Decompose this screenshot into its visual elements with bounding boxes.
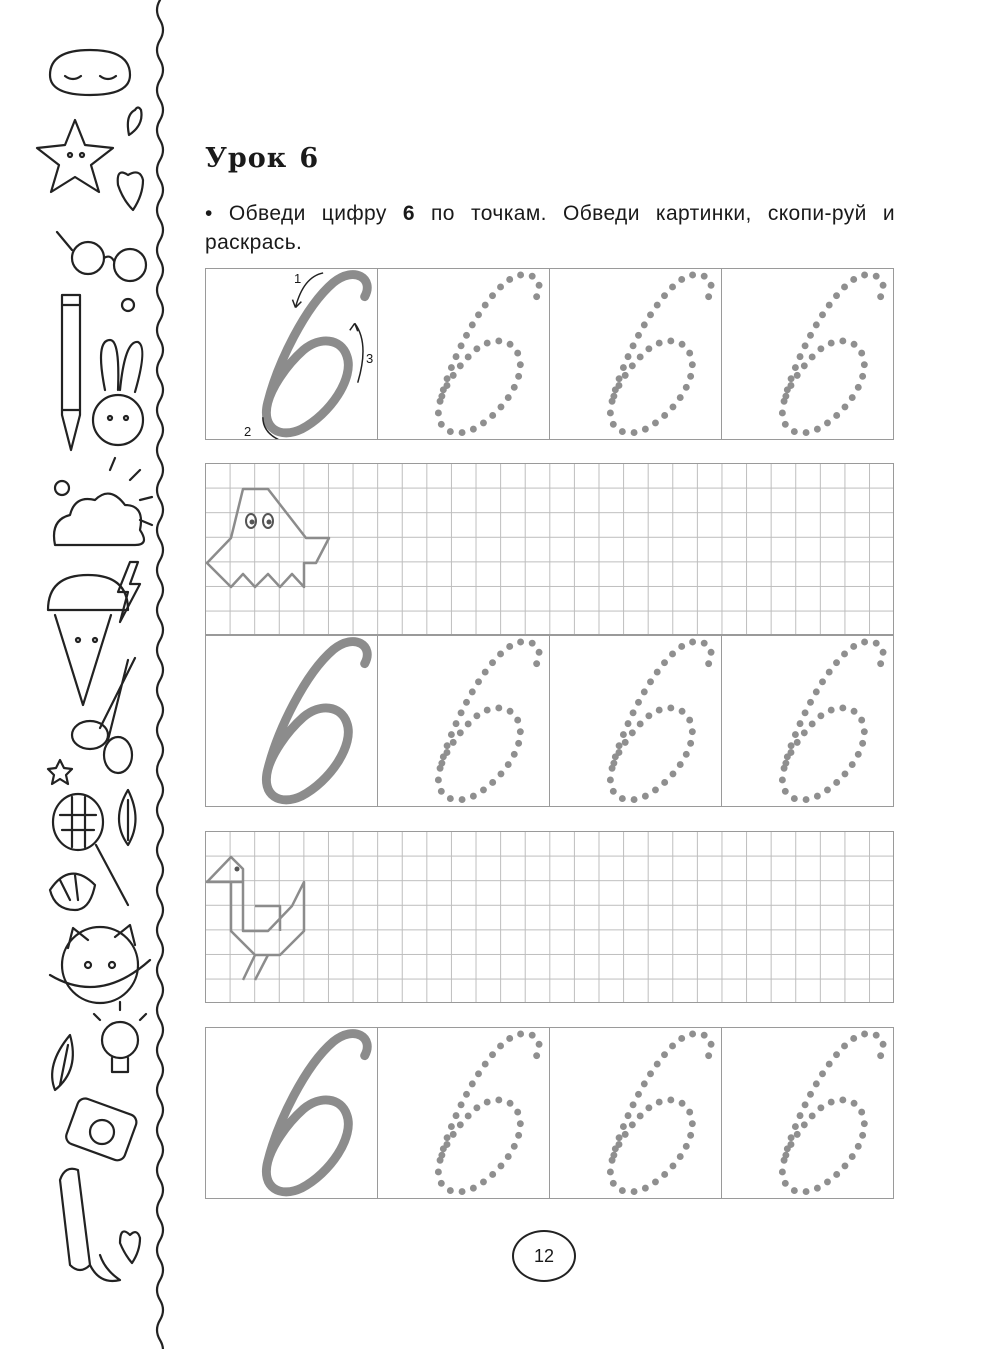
- trace-row-3: [205, 1027, 894, 1199]
- paint-brush-icon: [60, 1169, 120, 1281]
- scissors-icon: [72, 658, 135, 773]
- stroke-step-2: 2: [244, 424, 252, 439]
- camera-icon: [64, 1096, 139, 1162]
- dotted-six-cell[interactable]: [550, 636, 722, 806]
- lesson-number: 6: [299, 143, 320, 174]
- star-small-icon: [48, 760, 72, 784]
- dotted-six-cell[interactable]: [550, 1028, 722, 1198]
- lightning-icon: [118, 562, 140, 622]
- lesson-word: Урок: [205, 143, 288, 174]
- grid-row-bird[interactable]: [205, 831, 894, 1003]
- lesson-title: [205, 143, 331, 174]
- dotted-six-cell[interactable]: [378, 1028, 550, 1198]
- glasses-icon: [57, 232, 146, 281]
- dotted-six-cell[interactable]: [722, 269, 893, 439]
- pencil-icon: [62, 295, 80, 450]
- leaf-icon: [52, 1035, 73, 1090]
- bubble-icon: [55, 481, 69, 495]
- dot-icon: [122, 299, 134, 311]
- sleep-mask-icon: [50, 50, 130, 95]
- arrow-3: [355, 323, 363, 382]
- solid-six-cell: [206, 1028, 378, 1198]
- ice-cream-icon: [48, 575, 128, 705]
- leaf-icon: [119, 790, 136, 845]
- solid-six-cell: [206, 636, 378, 806]
- stroke-step-1: 1: [294, 271, 302, 286]
- heart-icon: [120, 1231, 140, 1263]
- heart-icon: [128, 108, 142, 136]
- bunny-icon: [93, 340, 143, 445]
- bullet: •: [205, 202, 213, 225]
- guide-cell: [206, 269, 378, 439]
- bird-picture: [206, 832, 895, 1004]
- instruction-part2: по точкам. Обведи картинки, скопи-руй и раскрась.: [205, 202, 895, 254]
- ghost-picture: [206, 464, 895, 636]
- dotted-six-cell[interactable]: [378, 269, 550, 439]
- grid-row-ghost[interactable]: [205, 463, 894, 635]
- instruction-digit: 6: [402, 202, 415, 225]
- instruction-part1: Обведи цифру: [228, 202, 387, 225]
- cat-planet-icon: [50, 925, 150, 1003]
- star-icon: [37, 120, 113, 192]
- doodle-strip: [0, 0, 175, 1349]
- dotted-six-cell[interactable]: [550, 269, 722, 439]
- heart-icon: [118, 172, 143, 210]
- light-bulb-icon: [94, 1002, 146, 1072]
- instruction-text: [205, 199, 895, 257]
- dotted-six-cell[interactable]: [378, 636, 550, 806]
- stroke-step-3: 3: [366, 351, 374, 366]
- sun-cloud-icon: [54, 458, 152, 545]
- dotted-six-cell[interactable]: [722, 636, 893, 806]
- trace-row-2: [205, 635, 894, 807]
- digit-six-guide: [206, 269, 377, 439]
- shell-icon: [50, 874, 95, 910]
- dotted-six-cell[interactable]: [722, 1028, 893, 1198]
- wavy-border: [157, 0, 163, 1349]
- page-number: 12: [512, 1230, 576, 1282]
- trace-row-1: [205, 268, 894, 440]
